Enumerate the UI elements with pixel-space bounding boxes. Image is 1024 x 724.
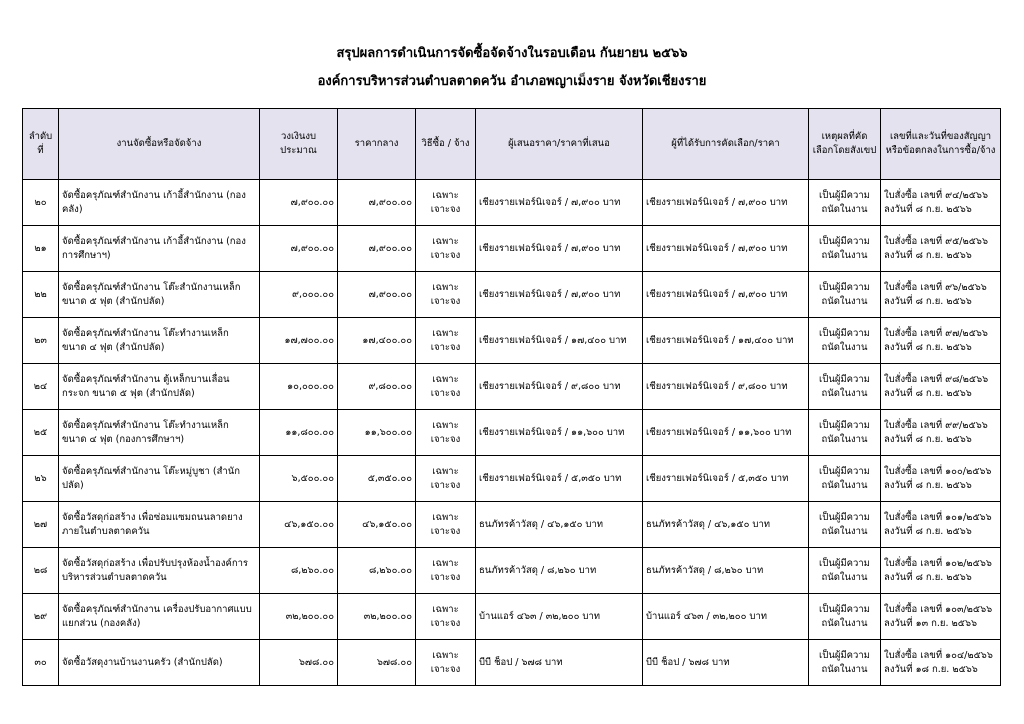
cell-budget: ๑๑,๘๐๐.๐๐ (260, 410, 338, 456)
cell-reference-price: ๙,๘๐๐.๐๐ (338, 364, 416, 410)
cell-procurement-item: จัดซื้อครุภัณฑ์สำนักงาน โต๊ะทำงานเหล็ก ขนาด ๔ ฟุต (สำนักปลัด) (59, 318, 260, 364)
cell-order-no: ๒๘ (23, 548, 59, 594)
cell-reference-price: ๘,๒๖๐.๐๐ (338, 548, 416, 594)
cell-selected-vendor: เชียงรายเฟอร์นิเจอร์ / ๕,๓๕๐ บาท (643, 456, 809, 502)
cell-method: เฉพาะเจาะจง (416, 272, 476, 318)
header-procurement-item: งานจัดซื้อหรือจัดจ้าง (59, 109, 260, 180)
cell-reference-price: ๑๑,๖๐๐.๐๐ (338, 410, 416, 456)
cell-selection-reason: เป็นผู้มีความถนัดในงาน (809, 272, 881, 318)
cell-procurement-item: จัดซื้อครุภัณฑ์สำนักงาน โต๊ะทำงานเหล็ก ขนาด ๔ ฟุต (กองการศึกษาฯ) (59, 410, 260, 456)
cell-procurement-item: จัดซื้อครุภัณฑ์สำนักงาน เก้าอี้สำนักงาน (กองคลัง) (59, 180, 260, 226)
cell-contract-ref: ใบสั่งซื้อ เลขที่ ๑๐๓/๒๕๖๖ ลงวันที่ ๑๓ ก.ย. ๒๕๖๖ (881, 594, 1001, 640)
table-row (23, 180, 1001, 226)
cell-method: เฉพาะเจาะจง (416, 456, 476, 502)
cell-selected-vendor: เชียงรายเฟอร์นิเจอร์ / ๗,๙๐๐ บาท (643, 272, 809, 318)
cell-selected-vendor: เชียงรายเฟอร์นิเจอร์ / ๑๑,๖๐๐ บาท (643, 410, 809, 456)
cell-bidder: ธนภัทรค้าวัสดุ / ๘,๒๖๐ บาท (476, 548, 643, 594)
cell-order-no: ๒๖ (23, 456, 59, 502)
cell-budget: ๗,๙๐๐.๐๐ (260, 180, 338, 226)
cell-bidder: เชียงรายเฟอร์นิเจอร์ / ๕,๓๕๐ บาท (476, 456, 643, 502)
table-header-row (23, 109, 1001, 180)
cell-selected-vendor: บ้านแอร์ ๔๖๓ / ๓๒,๒๐๐ บาท (643, 594, 809, 640)
cell-procurement-item: จัดซื้อครุภัณฑ์สำนักงาน โต๊ะหมู่บูชา (สำนักปลัด) (59, 456, 260, 502)
procurement-table (22, 108, 1001, 686)
table-row (23, 410, 1001, 456)
cell-method: เฉพาะเจาะจง (416, 548, 476, 594)
cell-selection-reason: เป็นผู้มีความถนัดในงาน (809, 180, 881, 226)
header-bidders: ผู้เสนอราคา/ราคาที่เสนอ (476, 109, 643, 180)
cell-budget: ๖๗๘.๐๐ (260, 640, 338, 686)
cell-reference-price: ๕,๓๕๐.๐๐ (338, 456, 416, 502)
cell-contract-ref: ใบสั่งซื้อ เลขที่ ๑๐๒/๒๕๖๖ ลงวันที่ ๘ ก.ย. ๒๕๖๖ (881, 548, 1001, 594)
cell-method: เฉพาะเจาะจง (416, 502, 476, 548)
cell-budget: ๗,๙๐๐.๐๐ (260, 226, 338, 272)
table-row (23, 502, 1001, 548)
cell-selected-vendor: เชียงรายเฟอร์นิเจอร์ / ๗,๙๐๐ บาท (643, 226, 809, 272)
cell-reference-price: ๗,๙๐๐.๐๐ (338, 272, 416, 318)
cell-bidder: บ้านแอร์ ๔๖๓ / ๓๒,๒๐๐ บาท (476, 594, 643, 640)
cell-contract-ref: ใบสั่งซื้อ เลขที่ ๙๘/๒๕๖๖ ลงวันที่ ๘ ก.ย. ๒๕๖๖ (881, 364, 1001, 410)
cell-bidder: เชียงรายเฟอร์นิเจอร์ / ๗,๙๐๐ บาท (476, 226, 643, 272)
cell-bidder: เชียงรายเฟอร์นิเจอร์ / ๙,๘๐๐ บาท (476, 364, 643, 410)
cell-selection-reason: เป็นผู้มีความถนัดในงาน (809, 456, 881, 502)
cell-order-no: ๒๗ (23, 502, 59, 548)
cell-procurement-item: จัดซื้อวัสดุก่อสร้าง เพื่อปรับปรุงห้องน้ำองค์การบริหารส่วนตำบลตาดควัน (59, 548, 260, 594)
cell-bidder: บีบี ช็อป / ๖๗๘ บาท (476, 640, 643, 686)
cell-bidder: ธนภัทรค้าวัสดุ / ๔๖,๑๕๐ บาท (476, 502, 643, 548)
cell-order-no: ๒๙ (23, 594, 59, 640)
document-title: สรุปผลการดำเนินการจัดซื้อจัดจ้างในรอบเดือน กันยายน ๒๕๖๖ (336, 46, 688, 61)
cell-bidder: เชียงรายเฟอร์นิเจอร์ / ๑๗,๔๐๐ บาท (476, 318, 643, 364)
cell-selection-reason: เป็นผู้มีความถนัดในงาน (809, 548, 881, 594)
cell-budget: ๙,๐๐๐.๐๐ (260, 272, 338, 318)
table-row (23, 318, 1001, 364)
cell-contract-ref: ใบสั่งซื้อ เลขที่ ๑๐๐/๒๕๖๖ ลงวันที่ ๘ ก.ย. ๒๕๖๖ (881, 456, 1001, 502)
header-selection-reason: เหตุผลที่คัดเลือกโดยสังเขป (809, 109, 881, 180)
cell-procurement-item: จัดซื้อครุภัณฑ์สำนักงาน โต๊ะสำนักงานเหล็ก ขนาด ๕ ฟุต (สำนักปลัด) (59, 272, 260, 318)
cell-procurement-item: จัดซื้อครุภัณฑ์สำนักงาน เครื่องปรับอากาศแบบแยกส่วน (กองคลัง) (59, 594, 260, 640)
cell-method: เฉพาะเจาะจง (416, 226, 476, 272)
cell-order-no: ๒๐ (23, 180, 59, 226)
cell-bidder: เชียงรายเฟอร์นิเจอร์ / ๑๑,๖๐๐ บาท (476, 410, 643, 456)
organization-subtitle: องค์การบริหารส่วนตำบลตาดควัน อำเภอพญาเม็งราย จังหวัดเชียงราย (317, 74, 707, 89)
cell-method: เฉพาะเจาะจง (416, 180, 476, 226)
cell-reference-price: ๖๗๘.๐๐ (338, 640, 416, 686)
cell-reference-price: ๔๖,๑๕๐.๐๐ (338, 502, 416, 548)
header-order-no: ลำดับที่ (23, 109, 59, 180)
header-selected-vendor: ผู้ที่ได้รับการคัดเลือก/ราคา (643, 109, 809, 180)
header-reference-price: ราคากลาง (338, 109, 416, 180)
table-row (23, 272, 1001, 318)
cell-method: เฉพาะเจาะจง (416, 364, 476, 410)
cell-order-no: ๒๓ (23, 318, 59, 364)
table-row (23, 364, 1001, 410)
cell-reference-price: ๗,๙๐๐.๐๐ (338, 226, 416, 272)
cell-contract-ref: ใบสั่งซื้อ เลขที่ ๑๐๑/๒๕๖๖ ลงวันที่ ๘ ก.ย. ๒๕๖๖ (881, 502, 1001, 548)
cell-selected-vendor: บีบี ช็อป / ๖๗๘ บาท (643, 640, 809, 686)
cell-reference-price: ๗,๙๐๐.๐๐ (338, 180, 416, 226)
cell-contract-ref: ใบสั่งซื้อ เลขที่ ๙๔/๒๕๖๖ ลงวันที่ ๘ ก.ย. ๒๕๖๖ (881, 180, 1001, 226)
cell-selected-vendor: เชียงรายเฟอร์นิเจอร์ / ๙,๘๐๐ บาท (643, 364, 809, 410)
cell-selected-vendor: ธนภัทรค้าวัสดุ / ๘,๒๖๐ บาท (643, 548, 809, 594)
cell-order-no: ๓๐ (23, 640, 59, 686)
cell-procurement-item: จัดซื้อวัสดุงานบ้านงานครัว (สำนักปลัด) (59, 640, 260, 686)
cell-budget: ๑๗,๗๐๐.๐๐ (260, 318, 338, 364)
header-contract-ref: เลขที่และวันที่ของสัญญาหรือข้อตกลงในการซื้อ/จ้าง (881, 109, 1001, 180)
cell-reference-price: ๑๗,๔๐๐.๐๐ (338, 318, 416, 364)
cell-budget: ๔๖,๑๕๐.๐๐ (260, 502, 338, 548)
table-row (23, 456, 1001, 502)
header-method: วิธีซื้อ / จ้าง (416, 109, 476, 180)
table-row (23, 226, 1001, 272)
cell-selection-reason: เป็นผู้มีความถนัดในงาน (809, 364, 881, 410)
cell-procurement-item: จัดซื้อครุภัณฑ์สำนักงาน ตู้เหล็กบานเลื่อนกระจก ขนาด ๕ ฟุต (สำนักปลัด) (59, 364, 260, 410)
cell-reference-price: ๓๒,๒๐๐.๐๐ (338, 594, 416, 640)
cell-selection-reason: เป็นผู้มีความถนัดในงาน (809, 226, 881, 272)
cell-procurement-item: จัดซื้อวัสดุก่อสร้าง เพื่อซ่อมแซมถนนลาดยางภายในตำบลตาดควัน (59, 502, 260, 548)
cell-budget: ๘,๒๖๐.๐๐ (260, 548, 338, 594)
table-row (23, 594, 1001, 640)
cell-selection-reason: เป็นผู้มีความถนัดในงาน (809, 640, 881, 686)
cell-method: เฉพาะเจาะจง (416, 318, 476, 364)
cell-order-no: ๒๒ (23, 272, 59, 318)
cell-order-no: ๒๔ (23, 364, 59, 410)
cell-order-no: ๒๕ (23, 410, 59, 456)
cell-selection-reason: เป็นผู้มีความถนัดในงาน (809, 502, 881, 548)
cell-selected-vendor: ธนภัทรค้าวัสดุ / ๔๖,๑๕๐ บาท (643, 502, 809, 548)
cell-selected-vendor: เชียงรายเฟอร์นิเจอร์ / ๑๗,๔๐๐ บาท (643, 318, 809, 364)
cell-budget: ๓๒,๒๐๐.๐๐ (260, 594, 338, 640)
cell-contract-ref: ใบสั่งซื้อ เลขที่ ๙๗/๒๕๖๖ ลงวันที่ ๘ ก.ย. ๒๕๖๖ (881, 318, 1001, 364)
cell-contract-ref: ใบสั่งซื้อ เลขที่ ๙๖/๒๕๖๖ ลงวันที่ ๘ ก.ย. ๒๕๖๖ (881, 272, 1001, 318)
cell-contract-ref: ใบสั่งซื้อ เลขที่ ๑๐๔/๒๕๖๖ ลงวันที่ ๑๘ ก.ย. ๒๕๖๖ (881, 640, 1001, 686)
cell-bidder: เชียงรายเฟอร์นิเจอร์ / ๗,๙๐๐ บาท (476, 272, 643, 318)
table-row (23, 640, 1001, 686)
cell-selected-vendor: เชียงรายเฟอร์นิเจอร์ / ๗,๙๐๐ บาท (643, 180, 809, 226)
cell-procurement-item: จัดซื้อครุภัณฑ์สำนักงาน เก้าอี้สำนักงาน (กองการศึกษาฯ) (59, 226, 260, 272)
cell-contract-ref: ใบสั่งซื้อ เลขที่ ๙๕/๒๕๖๖ ลงวันที่ ๘ ก.ย. ๒๕๖๖ (881, 226, 1001, 272)
table-row (23, 548, 1001, 594)
cell-bidder: เชียงรายเฟอร์นิเจอร์ / ๗,๙๐๐ บาท (476, 180, 643, 226)
cell-contract-ref: ใบสั่งซื้อ เลขที่ ๙๙/๒๕๖๖ ลงวันที่ ๘ ก.ย. ๒๕๖๖ (881, 410, 1001, 456)
cell-selection-reason: เป็นผู้มีความถนัดในงาน (809, 594, 881, 640)
cell-method: เฉพาะเจาะจง (416, 640, 476, 686)
header-budget: วงเงินงบประมาณ (260, 109, 338, 180)
cell-order-no: ๒๑ (23, 226, 59, 272)
cell-method: เฉพาะเจาะจง (416, 594, 476, 640)
cell-selection-reason: เป็นผู้มีความถนัดในงาน (809, 410, 881, 456)
cell-budget: ๑๐,๐๐๐.๐๐ (260, 364, 338, 410)
cell-budget: ๖,๕๐๐.๐๐ (260, 456, 338, 502)
cell-method: เฉพาะเจาะจง (416, 410, 476, 456)
cell-selection-reason: เป็นผู้มีความถนัดในงาน (809, 318, 881, 364)
